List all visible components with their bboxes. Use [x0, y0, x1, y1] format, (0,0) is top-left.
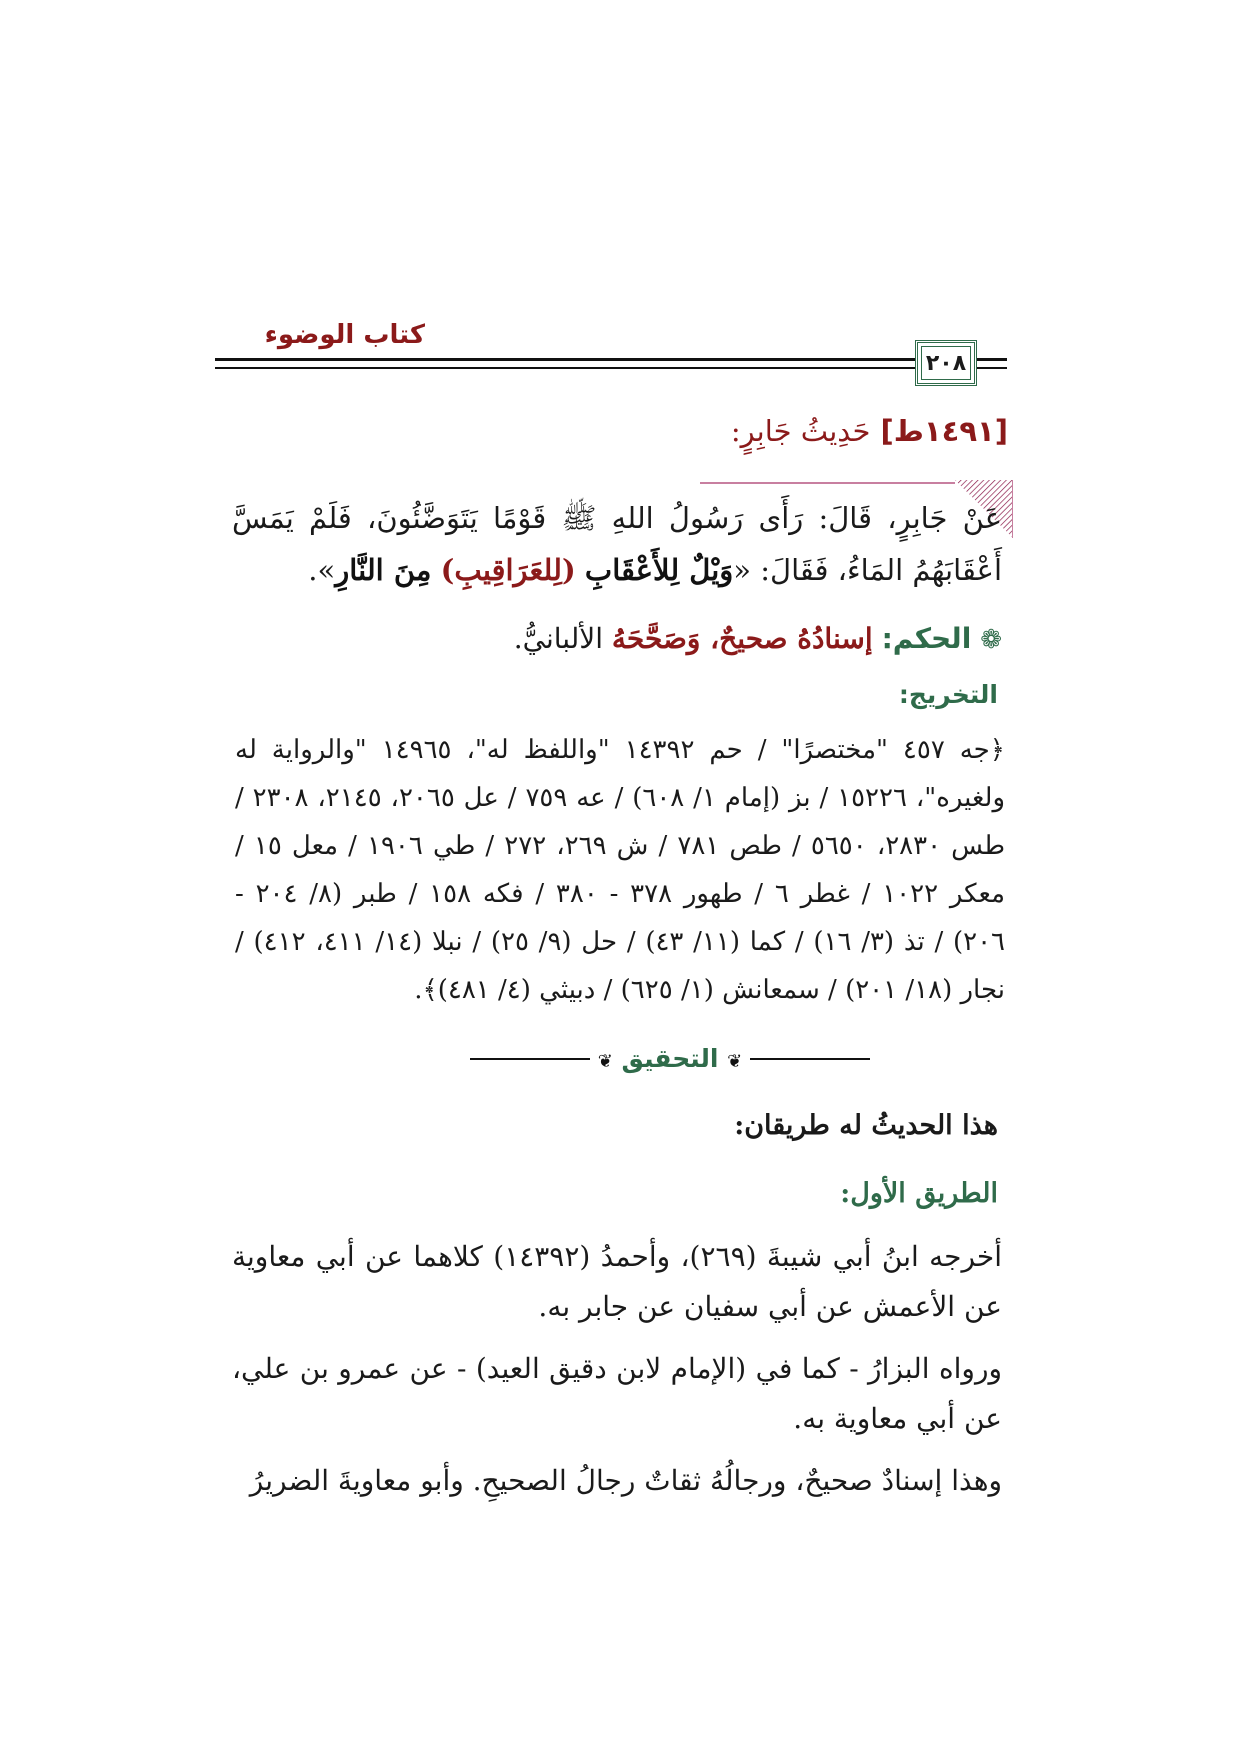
page-header [215, 318, 1007, 408]
paths-heading: هذا الحديثُ له طريقان: [734, 1110, 998, 1141]
flower-icon: ❁ [980, 625, 1002, 655]
book-title: كتاب الوضوء [264, 320, 425, 350]
page-number-frame [921, 346, 971, 380]
section-divider [470, 1044, 870, 1074]
ornament-icon: ❦ [597, 1051, 613, 1072]
hukm-value: إسنادُهُ صحيحٌ، وَصَحَّحَهُ [611, 622, 873, 655]
first-path-heading: الطريق الأول: [840, 1178, 998, 1209]
header-rule [215, 367, 915, 369]
divider-label: التحقيق [621, 1044, 719, 1073]
hadith-text [232, 492, 1002, 596]
hadith-highlight: مِنَ النَّارِ [335, 553, 432, 587]
hukm-line [514, 622, 1002, 655]
ornament-icon: ❦ [727, 1051, 743, 1072]
hadith-text-part: عَنْ جَابِرٍ، قَالَ: رَأَى رَسُولُ اللهِ ﷺ قَوْمًا يَتَوَضَّئُونَ، فَلَمْ يَمَسَّ أَعْقَابَهُمُ المَاءُ، فَقَالَ: « [232, 501, 1002, 587]
takhrij-text: ﴿جه ٤٥٧ "مختصرًا" / حم ١٤٣٩٢ "واللفظ له"، ١٤٩٦٥ "والرواية له ولغيره"، ١٥٢٢٦ / بز (إمام ١/ ٦٠٨) / عه ٧٥٩ / عل ٢٠٦٥، ٢١٤٥، ٢٣٠٨ / طس ٢٨٣٠، ٥٦٥٠ / طص ٧٨١ / ش ٢٦٩، ٢٧٢ / طي ١٩٠٦ / معل ١٥ / معكر ١٠٢٢ / غطر ٦ / طهور ٣٧٨ - ٣٨٠ / فكه ١٥٨ / طبر (٨/ ٢٠٤ - ٢٠٦) / تذ (٣/ ١٦) / كما (١١/ ٤٣) / حل (٩/ ٢٥) / نبلا (١٤/ ٤١١، ٤١٢) / نجار (١٨/ ٢٠١) / سمعانش (١/ ٦٢٥) / دبيثي (٤/ ٤٨١)﴾. [235, 735, 1006, 1005]
hadith-number: [١٤٩١ط] [880, 414, 1008, 448]
body-paragraph: وهذا إسنادٌ صحيحٌ، ورجالُهُ ثقاتٌ رجالُ الصحيحِ. وأبو معاويةَ الضريرُ [249, 1464, 1002, 1497]
divider-label-wrap [470, 1044, 870, 1073]
body-paragraph: أخرجه ابنُ أبي شيبةَ (٢٦٩)، وأحمدُ (١٤٣٩٢) كلاهما عن أبي معاوية عن الأعمش عن أبي سفيان عن جابر به. [232, 1240, 1003, 1323]
header-rule [215, 358, 915, 361]
hadith-text-end: ». [308, 553, 336, 587]
hukm-rest: الألبانيُّ. [513, 622, 604, 655]
hadith-heading [731, 414, 1008, 448]
takhrij-heading: التخريج: [898, 680, 998, 709]
page-number-box [915, 340, 977, 386]
body-paragraph: ورواه البزارُ - كما في (الإمام لابن دقيق العيد) - عن عمرو بن علي، عن أبي معاوية به. [232, 1352, 1002, 1435]
hadith-title: حَدِيثُ جَابِرٍ: [730, 414, 871, 448]
hadith-variant: (لِلعَرَاقِيبِ) [440, 553, 576, 587]
hadith-highlight: وَيْلٌ لِلأَعْقَابِ [584, 553, 734, 587]
hadith-top-rule [700, 482, 955, 484]
header-rule [977, 358, 1007, 361]
page-number: ٢٠٨ [925, 350, 967, 376]
hukm-label: الحكم: [881, 622, 972, 655]
header-rule [977, 367, 1007, 369]
